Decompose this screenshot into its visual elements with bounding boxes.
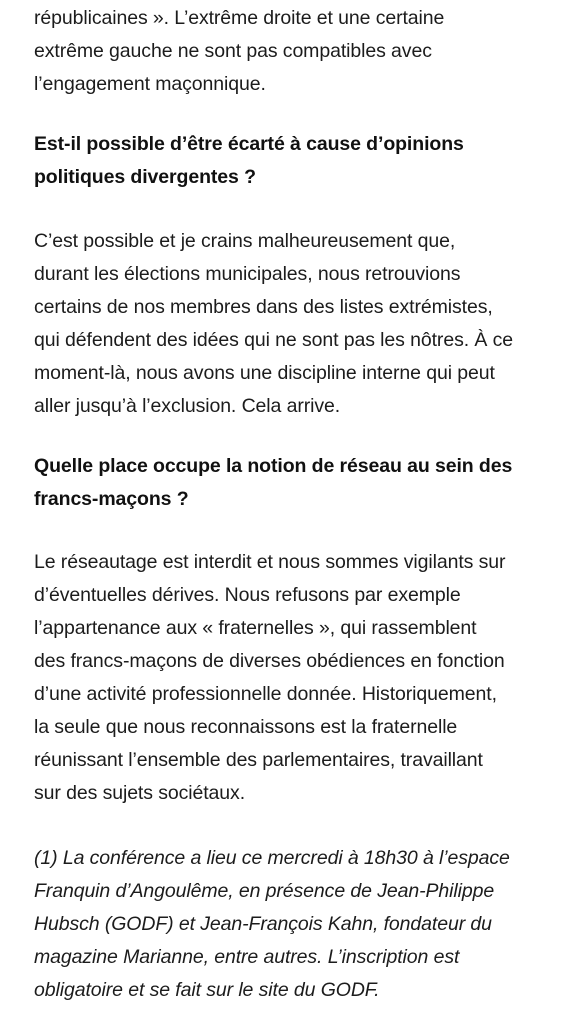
paragraph-line: des francs-maçons de diverses obédiences en fonction bbox=[34, 650, 505, 672]
paragraph-line: C’est possible et je crains malheureusement que, bbox=[34, 230, 456, 252]
question-line: Quelle place occupe la notion de réseau au sein des bbox=[34, 455, 513, 477]
paragraph-line: la seule que nous reconnaissons est la fraternelle bbox=[34, 716, 458, 738]
interview-answer-2 bbox=[34, 546, 505, 810]
footnote-line: (1) La conférence a lieu ce mercredi à 18h30 à l’espace bbox=[34, 847, 510, 869]
footnote-line: magazine Marianne, entre autres. L’inscription est bbox=[34, 946, 460, 968]
paragraph-line: l’engagement maçonnique. bbox=[34, 73, 266, 95]
paragraph-line: l’appartenance aux « fraternelles », qui rassemblent bbox=[34, 617, 477, 639]
paragraph-line: réunissant l’ensemble des parlementaires, travaillant bbox=[34, 749, 483, 771]
paragraph-line: qui défendent des idées qui ne sont pas les nôtres. À ce bbox=[34, 329, 513, 351]
question-line: politiques divergentes ? bbox=[34, 166, 256, 188]
paragraph-line: aller jusqu’à l’exclusion. Cela arrive. bbox=[34, 395, 341, 417]
paragraph-line: extrême gauche ne sont pas compatibles avec bbox=[34, 40, 432, 62]
question-line: francs-maçons ? bbox=[34, 488, 189, 510]
paragraph-line: certains de nos membres dans des listes extrémistes, bbox=[34, 296, 493, 318]
interview-question-1 bbox=[34, 128, 464, 194]
paragraph-line: moment-là, nous avons une discipline interne qui peut bbox=[34, 362, 495, 384]
footnote-line: Franquin d’Angoulême, en présence de Jean-Philippe bbox=[34, 880, 495, 902]
footnote-line: Hubsch (GODF) et Jean-François Kahn, fondateur du bbox=[34, 913, 492, 935]
paragraph-line: d’une activité professionnelle donnée. Historiquement, bbox=[34, 683, 497, 705]
question-line: Est-il possible d’être écarté à cause d’opinions bbox=[34, 133, 464, 155]
interview-question-2 bbox=[34, 450, 512, 516]
paragraph-line: sur des sujets sociétaux. bbox=[34, 782, 246, 804]
paragraph-line: Le réseautage est interdit et nous sommes vigilants sur bbox=[34, 551, 506, 573]
paragraph-line: durant les élections municipales, nous retrouvions bbox=[34, 263, 461, 285]
paragraph-line: d’éventuelles dérives. Nous refusons par exemple bbox=[34, 584, 461, 606]
footnote-line: obligatoire et se fait sur le site du GODF. bbox=[34, 979, 380, 1001]
paragraph-line: républicaines ». L’extrême droite et une certaine bbox=[34, 7, 445, 29]
footnote bbox=[34, 842, 510, 1007]
interview-answer-1 bbox=[34, 225, 513, 423]
intro-paragraph bbox=[34, 2, 444, 101]
